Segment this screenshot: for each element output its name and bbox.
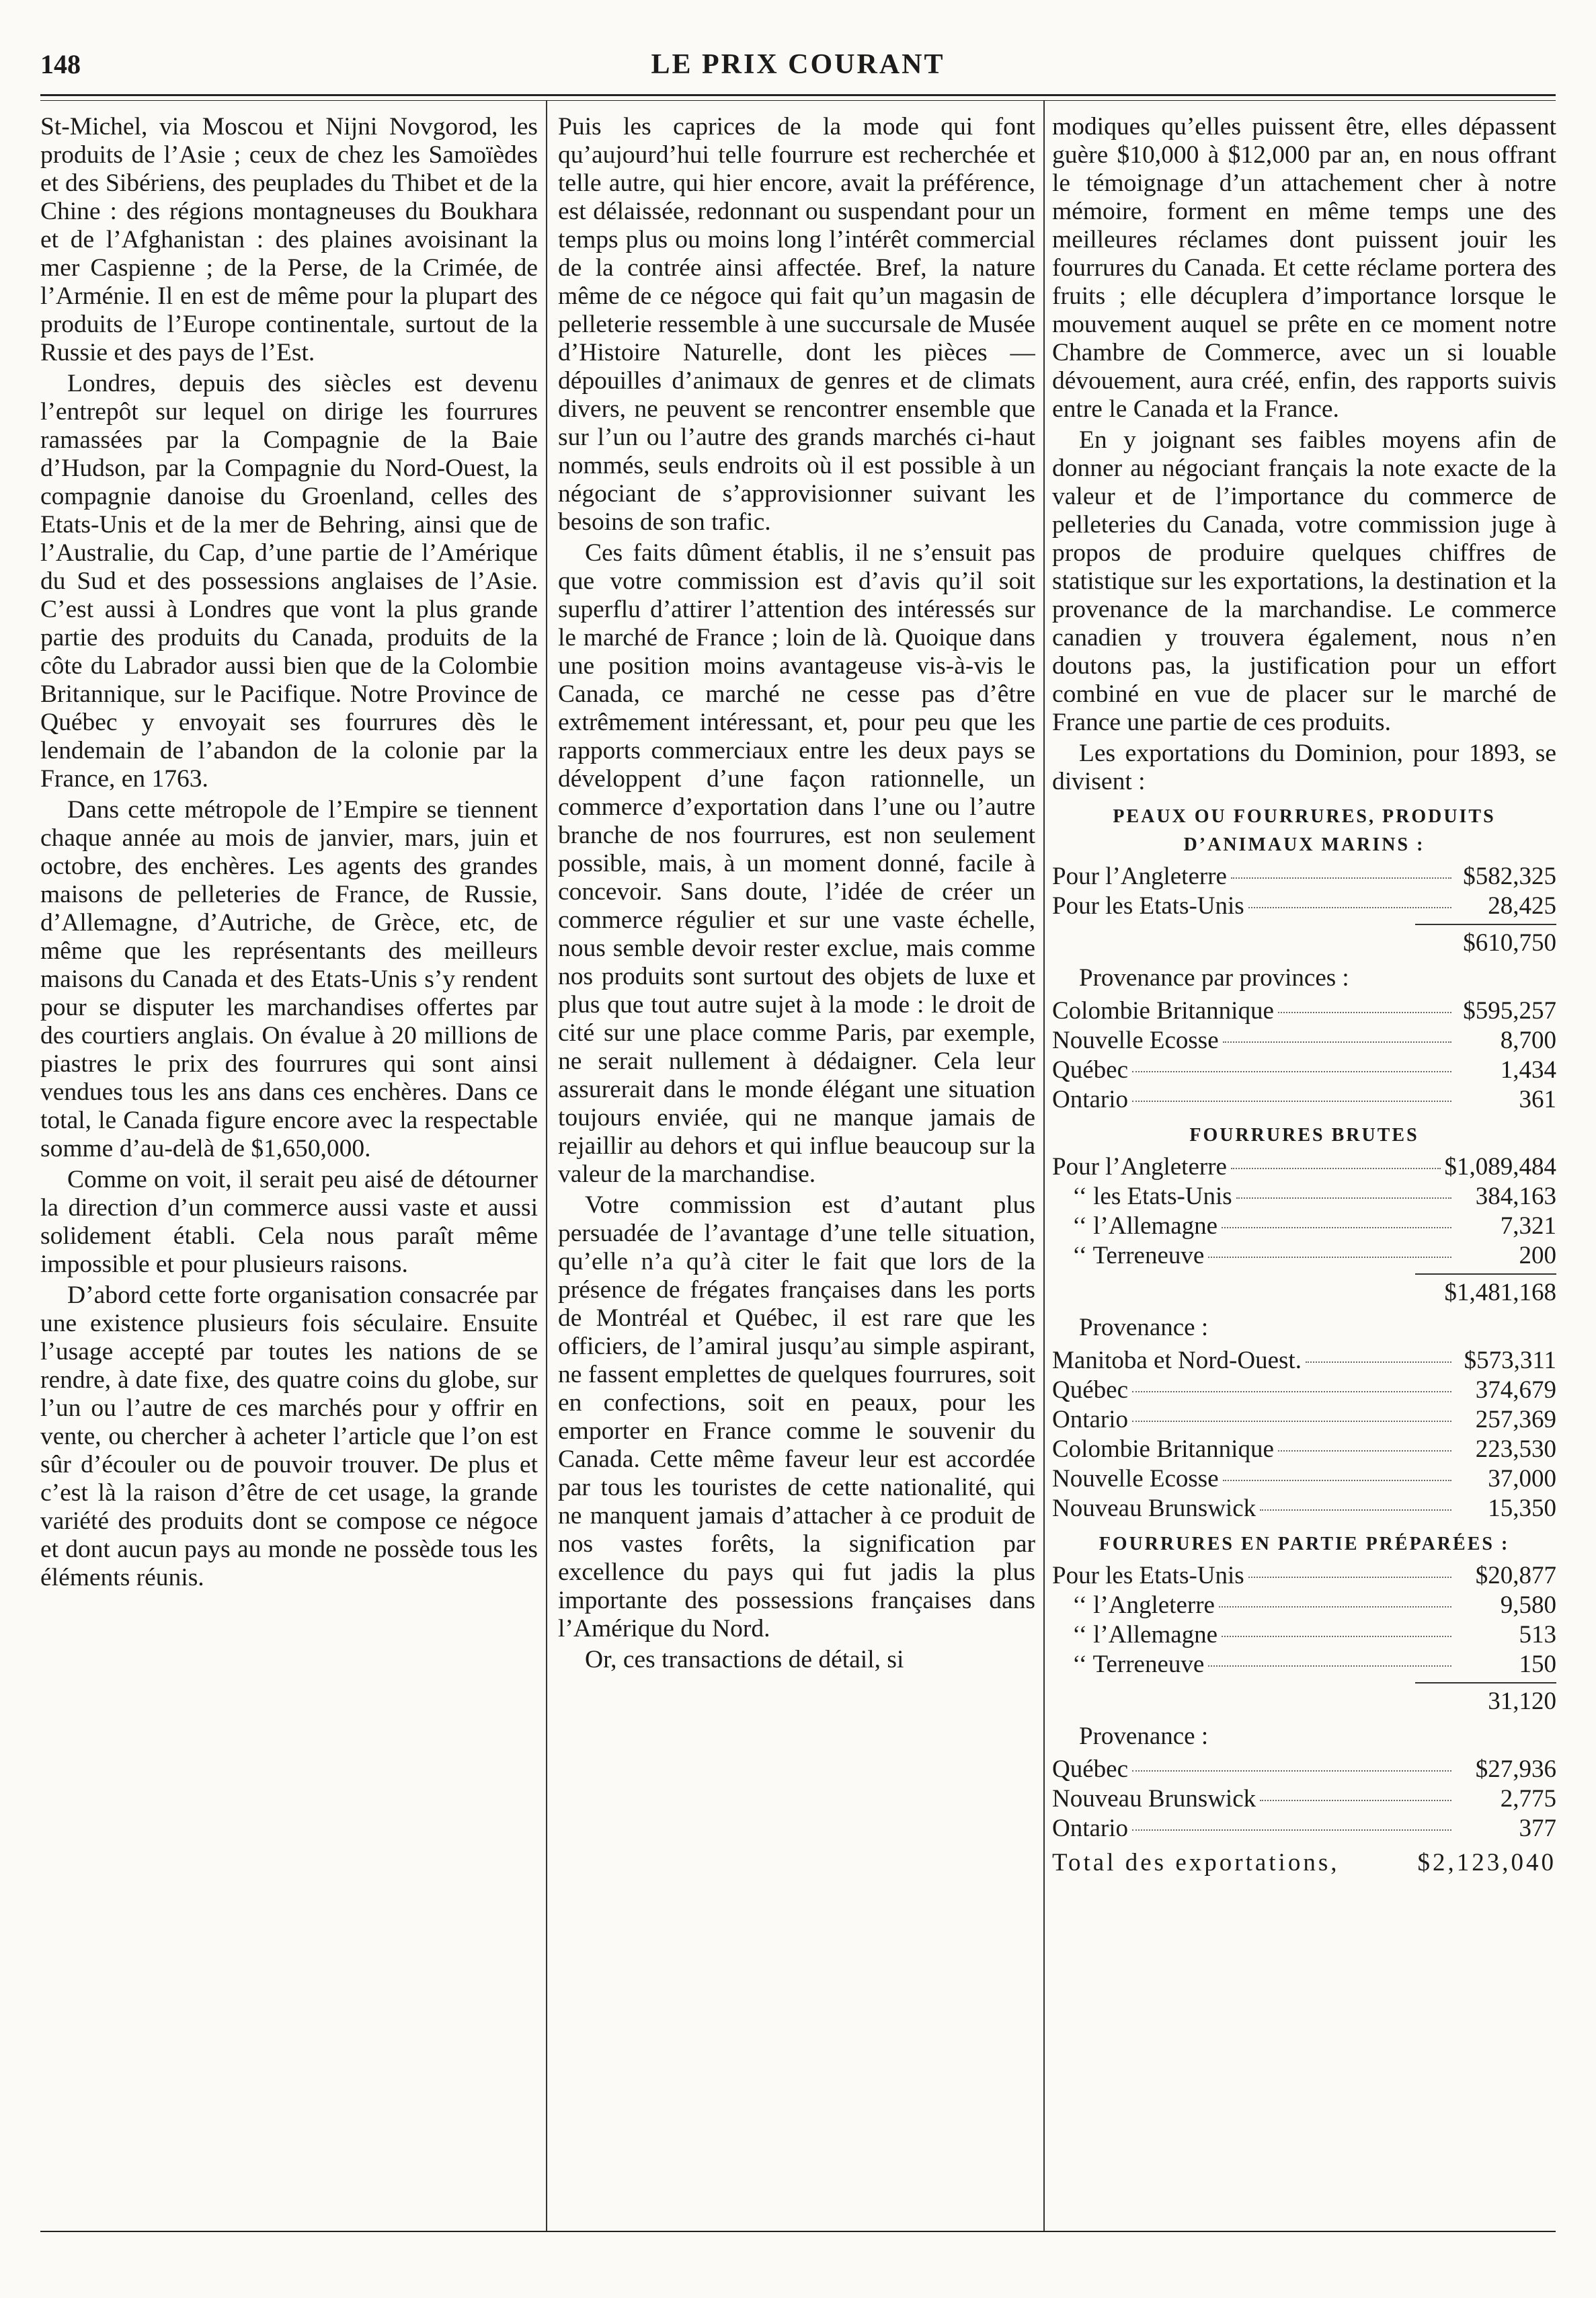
row-value: 377 — [1519, 1815, 1556, 1842]
table-row — [1052, 1026, 1556, 1056]
column-divider-1 — [546, 101, 547, 2232]
export-table-marine — [1052, 862, 1556, 1115]
table-row — [1052, 1085, 1556, 1115]
row-label: ‘‘ Terreneuve — [1072, 1242, 1205, 1269]
table-row — [1052, 1212, 1556, 1241]
provenance-heading: Provenance par provinces : — [1079, 964, 1349, 992]
row-label: ‘‘ les Etats-Unis — [1072, 1183, 1232, 1210]
leader-dots — [1278, 1012, 1451, 1013]
row-label: Manitoba et Nord-Ouest. — [1052, 1347, 1302, 1374]
row-label: Nouveau Brunswick — [1052, 1785, 1256, 1813]
table-row — [1052, 1346, 1556, 1376]
leader-dots — [1260, 1800, 1451, 1801]
row-value: $27,936 — [1475, 1755, 1556, 1783]
table-row — [1052, 1241, 1556, 1271]
paragraph: D’abord cette forte organisation consacrée par une existence plusieurs fois séculaire. Ensuite l’usage accepté par toutes les nations de se rendre, à date fixe, des quatre coins du globe, sur l’un ou l’autre de ces marchés pour y offrir en vente, ou chercher à acheter l’article que l’on est sûr d’écouler ou de pouvoir trouver. De plus et c’est là la raison d’être de cet usage, la grande variété des produits dont se compose ce négoce et dont aucun pays au monde ne possède tous les éléments réunis. — [40, 1281, 538, 1591]
section-heading: PEAUX OU FOURRURES, PRODUITS D’ANIMAUX MARINS : — [1113, 806, 1496, 855]
row-value: 361 — [1519, 1086, 1556, 1113]
paragraph: En y joignant ses faibles moyens afin de donner au négociant français la note exacte de la valeur et de l’importance du commerce de pelleteries du Canada, votre commission juge à propos de produire quelques chiffres de statistique sur les exportations, la destination et la provenance de la marchandise. Le commerce canadien y trouvera également, nous n’en doutons pas, la justification pour un effort combiné en vue de placer sur le marché de France une partie de ces produits. — [1052, 426, 1556, 736]
table-row — [1052, 1464, 1556, 1494]
table-row — [1052, 1784, 1556, 1814]
leader-dots — [1219, 1606, 1451, 1608]
row-value: 384,163 — [1475, 1183, 1556, 1210]
total-rule — [1415, 1682, 1556, 1683]
paragraph: Les exportations du Dominion, pour 1893, se divisent : — [1052, 740, 1556, 795]
row-label: ‘‘ Terreneuve — [1072, 1651, 1205, 1678]
row-value: $595,257 — [1463, 997, 1556, 1025]
paragraph: Or, ces transactions de détail, si — [585, 1646, 904, 1673]
table-row — [1052, 1435, 1556, 1464]
leader-dots — [1231, 877, 1451, 879]
row-label: Ontario — [1052, 1086, 1129, 1113]
table-row — [1052, 1152, 1556, 1182]
table-row — [1052, 1620, 1556, 1650]
row-label: Pour l’Angleterre — [1052, 1153, 1227, 1181]
paragraph: Dans cette métropole de l’Empire se tiennent chaque année au mois de janvier, mars, juin et octobre, des enchères. Les agents des grandes maisons de pelleteries de France, de Russie, d’Allemagne, d’Autriche, de Grèce, etc, de même que les représentants des meilleurs maisons du Canada et des Etats-Unis s’y rendent pour se disputer les marchandises offertes par des courtiers anglais. On évalue à 20 millions de piastres le prix des fourrures qui sont ainsi vendues tous les ans dans ces enchères. Dans ce total, le Canada figure encore avec la respectable somme d’au-delà de $1,650,000. — [40, 796, 538, 1162]
leader-dots — [1132, 1829, 1451, 1831]
provenance-heading: Provenance : — [1079, 1722, 1209, 1750]
leader-dots — [1236, 1197, 1451, 1199]
table-row — [1052, 1650, 1556, 1679]
leader-dots — [1132, 1101, 1451, 1102]
leader-dots — [1248, 907, 1451, 908]
page-header — [40, 39, 1556, 93]
section-heading: FOURRURES EN PARTIE PRÉPARÉES : — [1099, 1534, 1510, 1554]
paragraph: Puis les caprices de la mode qui font qu’aujourd’hui telle fourrure est recherchée et telle autre, qui hier encore, avait la préférence, est délaissée, redonnant ou suspendant pour un temps plus ou moins long l’intérêt commercial de la contrée ainsi affectée. Bref, la nature même de ce négoce qui fait qu’un magasin de pelleterie ressemble à une succursale de Musée d’Histoire Naturelle, dont les pièces — dépouilles d’animaux de genres et de climats divers, ne peuvent se rencontrer ensemble que sur l’un ou l’autre des grands marchés ci-haut nommés, seuls endroits où il est possible à un négociant de s’approvisionner suivant les besoins de son trafic. — [558, 113, 1035, 536]
row-label: Pour les Etats-Unis — [1052, 892, 1244, 920]
export-table-prepared-furs — [1052, 1561, 1556, 1844]
leader-dots — [1260, 1509, 1451, 1511]
row-value: 37,000 — [1488, 1465, 1556, 1493]
row-value: $573,311 — [1464, 1347, 1556, 1374]
row-value: $1,089,484 — [1444, 1153, 1556, 1181]
section-heading: FOURRURES BRUTES — [1189, 1125, 1419, 1146]
subtotal: 31,120 — [1488, 1688, 1556, 1715]
paragraph: Londres, depuis des siècles est devenu l’entrepôt sur lequel on dirige les fourrures ramassées par la Compagnie de la Baie d’Hudson, par la Compagnie du Nord-Ouest, la compagnie danoise du Groenland, celles des Etats-Unis et de la mer de Behring, ainsi que de l’Australie, du Cap, d’une partie de l’Amérique du Sud et des possessions anglaises de l’Asie. C’est aussi à Londres que vont la plus grande partie des produits du Canada, produits de la côte du Labrador aussi bien que de la Colombie Britannique, sur le Pacifique. Notre Province de Québec y envoyait ses fourrures dès le lendemain de l’abandon de la colonie par la France, en 1763. — [40, 370, 538, 793]
subtotal: $610,750 — [1463, 929, 1556, 957]
row-label: Québec — [1052, 1056, 1128, 1084]
page-number: 148 — [40, 49, 81, 79]
row-label: Pour l’Angleterre — [1052, 863, 1227, 890]
row-value: 200 — [1519, 1242, 1556, 1269]
table-row — [1052, 1376, 1556, 1405]
row-label: ‘‘ l’Allemagne — [1072, 1212, 1218, 1240]
leader-dots — [1231, 1168, 1441, 1169]
column-3 — [1052, 113, 1556, 2224]
table-row — [1052, 1182, 1556, 1212]
table-row — [1052, 1755, 1556, 1784]
header-rule-thin — [40, 100, 1556, 101]
row-label: Ontario — [1052, 1406, 1129, 1433]
row-label: ‘‘ l’Angleterre — [1072, 1591, 1215, 1619]
column-1 — [40, 113, 538, 2224]
row-value: 7,321 — [1500, 1212, 1556, 1240]
running-title: LE PRIX COURANT — [651, 49, 945, 80]
paragraph: Ces faits dûment établis, il ne s’ensuit pas que votre commission est d’avis qu’il soit superflu d’attirer l’attention des intéressés sur le marché de France ; loin de là. Quoique dans une position moins avantageuse vis-à-vis le Canada, ce marché ne cesse pas d’être extrêmement intéressant, et, pour peu que les rapports commerciaux entre les deux pays se développent d’une façon rationnelle, un commerce d’exportation dans l’une ou l’autre branche de nos fourrures, est non seulement possible, mais, à un moment donné, facile à concevoir. Sans doute, l’idée de créer un commerce régulier et sur une vaste échelle, nous semble devoir rester exclue, mais comme nos produits sont surtout des objets de luxe et plus que tout autre sujet à la mode : le droit de cité sur une place comme Paris, par exemple, ne serait nullement à dédaigner. Cela leur assurerait dans le monde élégant une situation toujours enviée, qui ne manque jamais de rejaillir au dehors et qui influe beaucoup sur la valeur de la marchandise. — [558, 539, 1035, 1188]
row-label: Nouvelle Ecosse — [1052, 1465, 1219, 1493]
subtotal: $1,481,168 — [1444, 1279, 1556, 1306]
leader-dots — [1223, 1480, 1451, 1481]
paragraph: modiques qu’elles puissent être, elles dépassent guère $10,000 à $12,000 par an, en nous offrant le témoignage d’un attachement cher à notre mémoire, forment en même temps une des meilleures réclames dont puissent jouir les fourrures du Canada. Et cette réclame portera des fruits ; elle décuplera d’importance lorsque le mouvement auquel se prête en ce moment notre Chambre de Commerce, avec un si louable dévouement, aura créé, enfin, des rapports suivis entre le Canada et la France. — [1052, 113, 1556, 423]
row-label: Nouvelle Ecosse — [1052, 1027, 1219, 1054]
table-row — [1052, 1561, 1556, 1591]
leader-dots — [1208, 1665, 1451, 1667]
row-label: Québec — [1052, 1376, 1128, 1404]
row-value: 223,530 — [1475, 1435, 1556, 1463]
total-rule — [1415, 1273, 1556, 1275]
table-row — [1052, 1814, 1556, 1844]
row-label: Nouveau Brunswick — [1052, 1495, 1256, 1522]
column-2 — [558, 113, 1035, 2224]
leader-dots — [1248, 1577, 1451, 1578]
header-rule — [40, 94, 1556, 96]
provenance-heading: Provenance : — [1079, 1314, 1209, 1341]
row-value: 1,434 — [1500, 1056, 1556, 1084]
row-value: 374,679 — [1475, 1376, 1556, 1404]
row-value: 513 — [1519, 1621, 1556, 1649]
row-label: Colombie Britannique — [1052, 997, 1274, 1025]
leader-dots — [1278, 1450, 1451, 1452]
row-value: $20,877 — [1475, 1562, 1556, 1589]
row-value: 15,350 — [1488, 1495, 1556, 1522]
table-row — [1052, 1056, 1556, 1085]
table-row — [1052, 862, 1556, 892]
table-row — [1052, 1405, 1556, 1435]
table-row — [1052, 1494, 1556, 1523]
leader-dots — [1222, 1636, 1451, 1637]
paragraph: St-Michel, via Moscou et Nijni Novgorod, les produits de l’Asie ; ceux de chez les Samoïèdes et des Sibériens, des peuplades du Thibet et de la Chine : des régions montagneuses du Boukhara et de l’Afghanistan : des plaines avoisinant la mer Caspienne ; de la Perse, de la Crimée, de l’Arménie. Il en est de même pour la plupart des produits de l’Europe continentale, surtout de la Russie et des pays de l’Est. — [40, 113, 538, 366]
row-value: 2,775 — [1500, 1785, 1556, 1813]
leader-dots — [1223, 1041, 1451, 1043]
row-value: 257,369 — [1475, 1406, 1556, 1433]
leader-dots — [1132, 1421, 1451, 1422]
column-divider-2 — [1043, 101, 1045, 2232]
leader-dots — [1306, 1361, 1451, 1363]
row-label: Colombie Britannique — [1052, 1435, 1274, 1463]
row-value: 8,700 — [1500, 1027, 1556, 1054]
row-label: Ontario — [1052, 1815, 1129, 1842]
row-label: Québec — [1052, 1755, 1128, 1783]
paragraph: Comme on voit, il serait peu aisé de détourner la direction d’un commerce aussi vaste et aussi solidement établi. Cela nous paraît même impossible et pour plusieurs raisons. — [40, 1166, 538, 1278]
total-rule — [1415, 924, 1556, 925]
table-row — [1052, 996, 1556, 1026]
table-row — [1052, 892, 1556, 921]
grand-total-value: $2,123,040 — [1417, 1849, 1556, 1876]
grand-total-label: Total des exportations, — [1052, 1849, 1340, 1876]
row-value: 28,425 — [1488, 892, 1556, 920]
leader-dots — [1208, 1257, 1451, 1258]
export-table-raw-furs — [1052, 1152, 1556, 1523]
row-label: Pour les Etats-Unis — [1052, 1562, 1244, 1589]
leader-dots — [1222, 1227, 1451, 1228]
paragraph: Votre commission est d’autant plus persuadée de l’avantage d’une telle situation, qu’elle n’a qu’à citer le fait que lors de la présence de frégates françaises dans les ports de Montréal et Québec, il est rare que les officiers, de l’amiral jusqu’au simple aspirant, ne fassent emplettes de quelques fourrures, soit en confections, soit en peaux, pour les emporter en France comme le souvenir du Canada. Cette même faveur leur est accordée par tous les touristes de cette nationalité, qui ne manquent jamais d’attacher à ce produit de nos vastes forêts, la signification par excellence du pays qui fut jadis la plus importante des possessions françaises dans l’Amérique du Nord. — [558, 1191, 1035, 1642]
grand-total — [1052, 1849, 1556, 1877]
leader-dots — [1132, 1770, 1451, 1772]
row-value: 9,580 — [1500, 1591, 1556, 1619]
row-value: $582,325 — [1463, 863, 1556, 890]
row-value: 150 — [1519, 1651, 1556, 1678]
footer-rule — [40, 2231, 1556, 2232]
table-row — [1052, 1591, 1556, 1620]
leader-dots — [1132, 1391, 1451, 1392]
leader-dots — [1132, 1071, 1451, 1072]
row-label: ‘‘ l’Allemagne — [1072, 1621, 1218, 1649]
